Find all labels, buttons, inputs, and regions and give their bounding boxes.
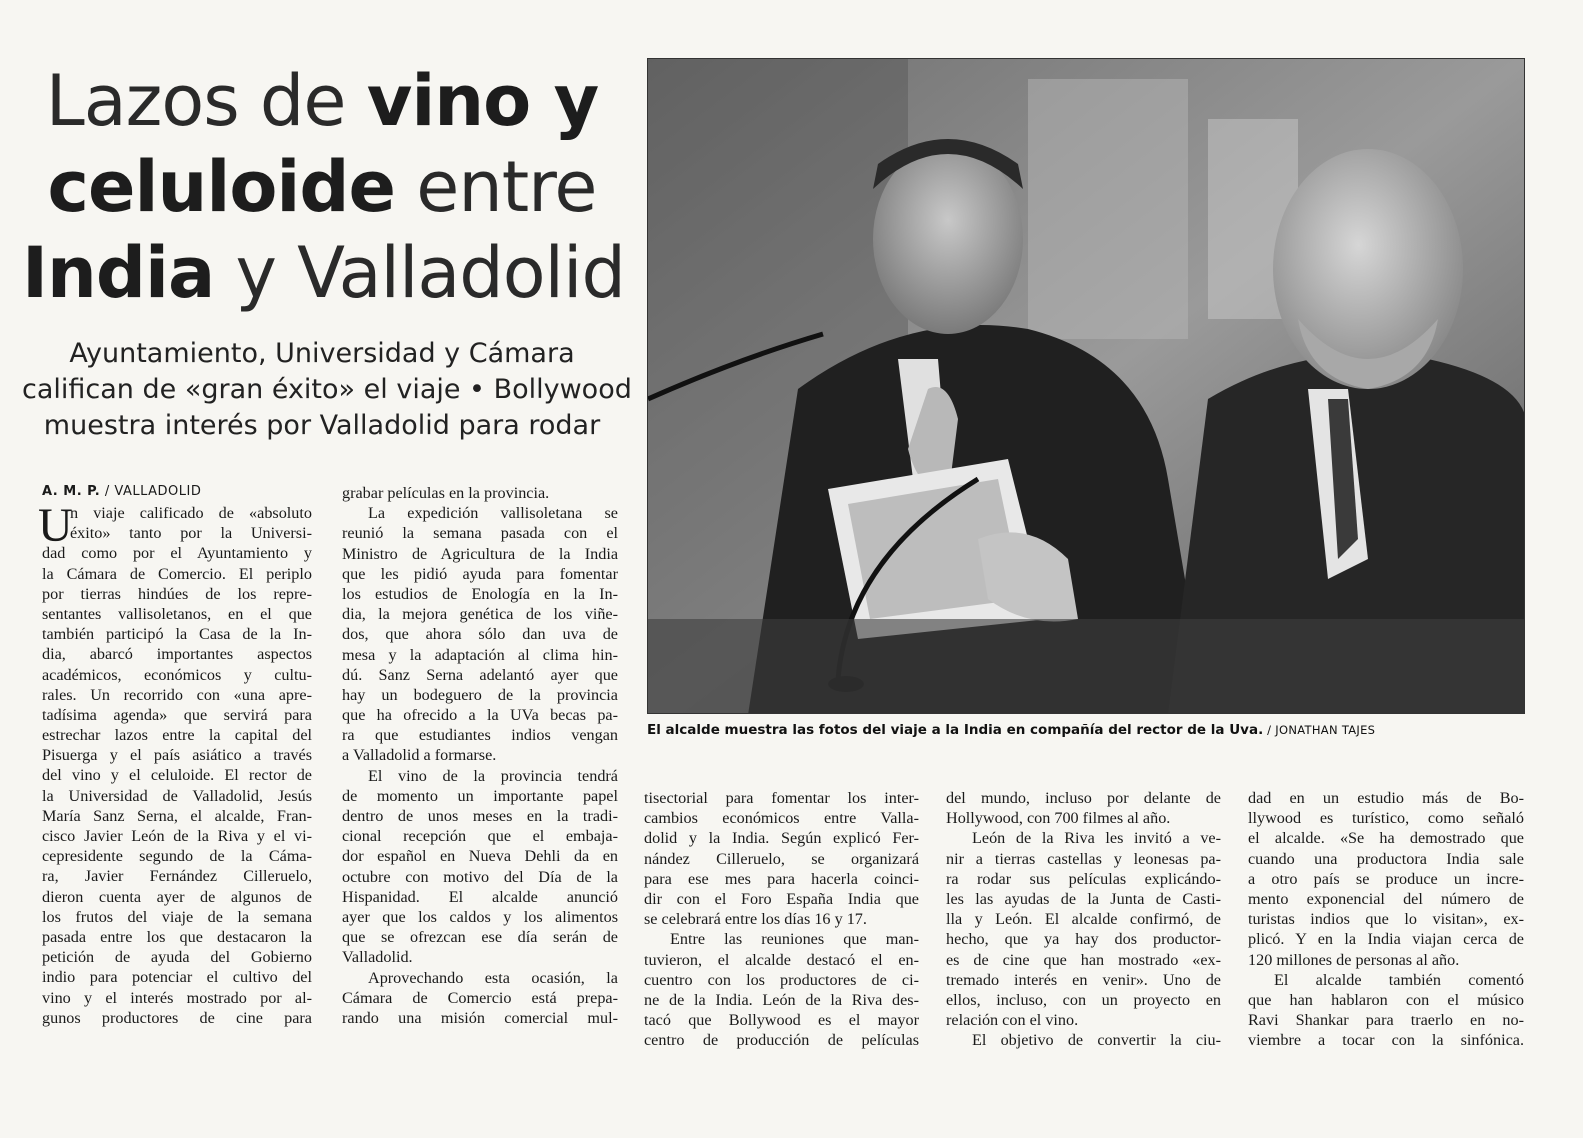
article-line: tadísima agenda» que servirá para: [42, 705, 312, 724]
article-line: dia, abarcó importantes aspectos: [42, 645, 312, 664]
article-line: de momento un importante papel: [342, 786, 618, 805]
article-line: mesa y la adaptación al clima hin-: [342, 645, 618, 664]
article-column-2: [342, 483, 618, 1028]
article-column-3: [644, 788, 919, 1050]
article-line: que han hablaron con el músico: [1248, 990, 1524, 1009]
article-line: que les pidió ayuda para fomentar: [342, 564, 618, 583]
article-line: dad como por el Ayuntamiento y: [42, 544, 312, 563]
article-line: León de la Riva les invitó a ve-: [972, 829, 1221, 848]
article-line: octubre con motivo del Día de la: [342, 867, 618, 886]
article-line: cambios económicos entre Valla-: [644, 809, 919, 828]
article-line: también participó la Casa de la In-: [42, 625, 312, 644]
article-line: Hispanidad. El alcalde anunció: [342, 887, 618, 906]
article-line: nández Cilleruelo, se organizará: [644, 849, 919, 868]
article-line: del mundo, incluso por delante de: [946, 789, 1221, 807]
article-line: cional recepción que el embaja-: [342, 827, 618, 846]
article-line: gunos productores de cine para: [42, 1008, 312, 1027]
article-line: ra rodar sus películas explicándo-: [946, 869, 1221, 888]
subheadline: [22, 336, 632, 444]
article-line: El alcalde también comentó: [1274, 970, 1524, 989]
article-line: los estudios de Enología en la In-: [342, 584, 618, 603]
news-photo: [647, 58, 1525, 714]
article-line: a otro país se produce un incre-: [1248, 869, 1524, 888]
article-line: indio para potenciar el cultivo del: [42, 968, 312, 987]
drop-cap: U: [38, 499, 73, 552]
article-line: la Universidad de Valladolid, Jesús: [42, 786, 312, 805]
article-column-1: [42, 503, 312, 1028]
article-line: dieron cuenta ayer de algunos de: [42, 887, 312, 906]
article-line: estrechar lazos entre la capital del: [42, 726, 312, 745]
article-line: por tierras hindúes de los repre-: [42, 584, 312, 603]
article-line: Ministro de Agricultura de la India: [342, 544, 618, 563]
article-line: lla y León. El alcalde confirmó, de: [946, 910, 1221, 929]
article-line: reunió la semana pasada con el: [342, 524, 618, 543]
article-line: ellos, incluso, con un proyecto en: [946, 990, 1221, 1009]
article-line: dentro de unos meses en la tradi-: [342, 807, 618, 825]
article-line: cuando una productora India sale: [1248, 849, 1524, 868]
article-column-4: [946, 788, 1221, 1050]
article-line: para ese mes para hacerla coinci-: [644, 869, 919, 888]
article-line: n viaje calificado de «absoluto: [70, 504, 312, 522]
article-line: dia, la mejora genética de los viñe-: [342, 605, 618, 624]
article-line: cisco Javier León de la Riva y el vi-: [42, 827, 312, 845]
article-line: los frutos del viaje de la semana: [42, 907, 312, 926]
article-line: dir con el Foro España India que: [644, 889, 919, 908]
article-line: Pisuerga y el país asiático a través: [42, 746, 312, 765]
article-line: ra que estudiantes indios vengan: [342, 726, 618, 745]
article-line: dú. Sanz Serna adelantó ayer que: [342, 665, 618, 684]
article-line: cepresidente segundo de la Cáma-: [42, 847, 312, 866]
photo-illustration: [648, 59, 1525, 714]
article-line: sentantes vallisoletanos, en el que: [42, 604, 312, 623]
article-line: vino y el interés mostrado por al-: [42, 988, 312, 1007]
byline-author: A. M. P.: [42, 484, 101, 499]
article-column-5: [1248, 788, 1524, 1050]
headline-line-2: celuloide entre: [47, 146, 597, 228]
article-line: turistas indios que lo visitan», ex-: [1248, 910, 1524, 929]
article-line: ra, Javier Fernández Cilleruelo,: [42, 867, 312, 886]
article-line: tisectorial para fomentar los inter-: [644, 789, 919, 807]
article-line: María Sanz Serna, el alcalde, Fran-: [42, 806, 312, 825]
article-line: relación con el vino.: [946, 1011, 1079, 1030]
article-line: Cámara de Comercio está prepa-: [342, 988, 618, 1007]
article-line: es de cine que han mostrado «ex-: [946, 950, 1221, 969]
article-line: Hollywood, con 700 filmes al año.: [946, 809, 1171, 828]
byline-place: / VALLADOLID: [100, 484, 202, 499]
article-line: que ha ofrecido a la UVa becas pa-: [342, 706, 618, 725]
article-line: tuvieron, el alcalde destacó el en-: [644, 950, 919, 969]
caption-text: El alcalde muestra las fotos del viaje a la India en compañía del rector de la Uva.: [647, 722, 1264, 738]
article-line: 120 millones de personas al año.: [1248, 950, 1460, 969]
article-line: plicó. Y en la India viajan cerca de: [1248, 930, 1524, 949]
article-line: rales. Un recorrido con «una apre-: [42, 685, 312, 704]
article-line: ne de la India. León de la Riva des-: [644, 990, 919, 1009]
article-line: El objetivo de convertir la ciu-: [972, 1031, 1221, 1050]
article-line: pasada entre los que destacaron la: [42, 927, 312, 946]
article-line: Aprovechando esta ocasión, la: [368, 968, 618, 987]
article-line: les las ayudas de la Junta de Casti-: [946, 889, 1221, 908]
article-line: centro de producción de películas: [644, 1031, 919, 1050]
article-line: tremado interés en venir». Uno de: [946, 970, 1221, 989]
photo-caption: [647, 722, 1527, 738]
article-line: éxito» tanto por la Universi-: [70, 524, 312, 543]
article-line: Ravi Shankar para traerlo en no-: [1248, 1011, 1524, 1030]
article-line: dor español en Nueva Dehli da en: [342, 847, 618, 866]
article-line: grabar películas en la provincia.: [342, 484, 550, 502]
article-line: viembre a tocar con la sinfónica.: [1248, 1031, 1524, 1050]
subhead-line: muestra interés por Valladolid para rodar: [43, 410, 601, 441]
article-line: Valladolid.: [342, 948, 413, 967]
article-line: a Valladolid a formarse.: [342, 746, 497, 765]
article-line: académicos, económicos y cultu-: [42, 665, 312, 684]
subhead-line: Ayuntamiento, Universidad y Cámara: [69, 338, 575, 369]
headline-line-1: Lazos de vino y: [45, 60, 599, 142]
article-line: del vino y el celuloide. El rector de: [42, 766, 312, 785]
headline-line-3: India y Valladolid: [22, 232, 625, 314]
article-line: dos, que ahora sólo dan uva de: [342, 625, 618, 644]
article-line: La expedición vallisoletana se: [368, 504, 618, 523]
article-line: Entre las reuniones que man-: [670, 930, 919, 949]
article-line: hecho, que ya hay dos productor-: [946, 930, 1221, 949]
headline: [22, 58, 625, 316]
article-line: rando una misión comercial mul-: [342, 1008, 618, 1027]
article-line: petición de ayuda del Gobierno: [42, 948, 312, 967]
article-line: mento exponencial del número de: [1248, 889, 1524, 908]
article-line: dolid y la India. Según explicó Fer-: [644, 829, 919, 848]
photo-credit: / JONATHAN TAJES: [1263, 723, 1376, 737]
article-line: El vino de la provincia tendrá: [368, 766, 618, 785]
article-line: el alcalde. «Se ha demostrado que: [1248, 829, 1524, 848]
subhead-line: califican de «gran éxito» el viaje • Bollywood: [22, 374, 632, 405]
article-line: hay un bodeguero de la provincia: [342, 685, 618, 704]
article-line: cuentro con los productores de ci-: [644, 970, 919, 989]
article-line: nir a tierras castellas y leonesas pa-: [946, 849, 1221, 868]
article-line: tacó que Bollywood es el mayor: [644, 1011, 919, 1030]
article-line: ayer que los caldos y los alimentos: [342, 907, 618, 926]
article-line: dad en un estudio más de Bo-: [1248, 789, 1524, 807]
article-line: llywood es turístico, como señaló: [1248, 809, 1524, 828]
article-line: que se ofrezcan ese día serán de: [342, 928, 618, 947]
article-line: la Cámara de Comercio. El periplo: [42, 564, 312, 583]
article-line: se celebrará entre los días 16 y 17.: [644, 910, 867, 929]
byline: [42, 484, 201, 499]
